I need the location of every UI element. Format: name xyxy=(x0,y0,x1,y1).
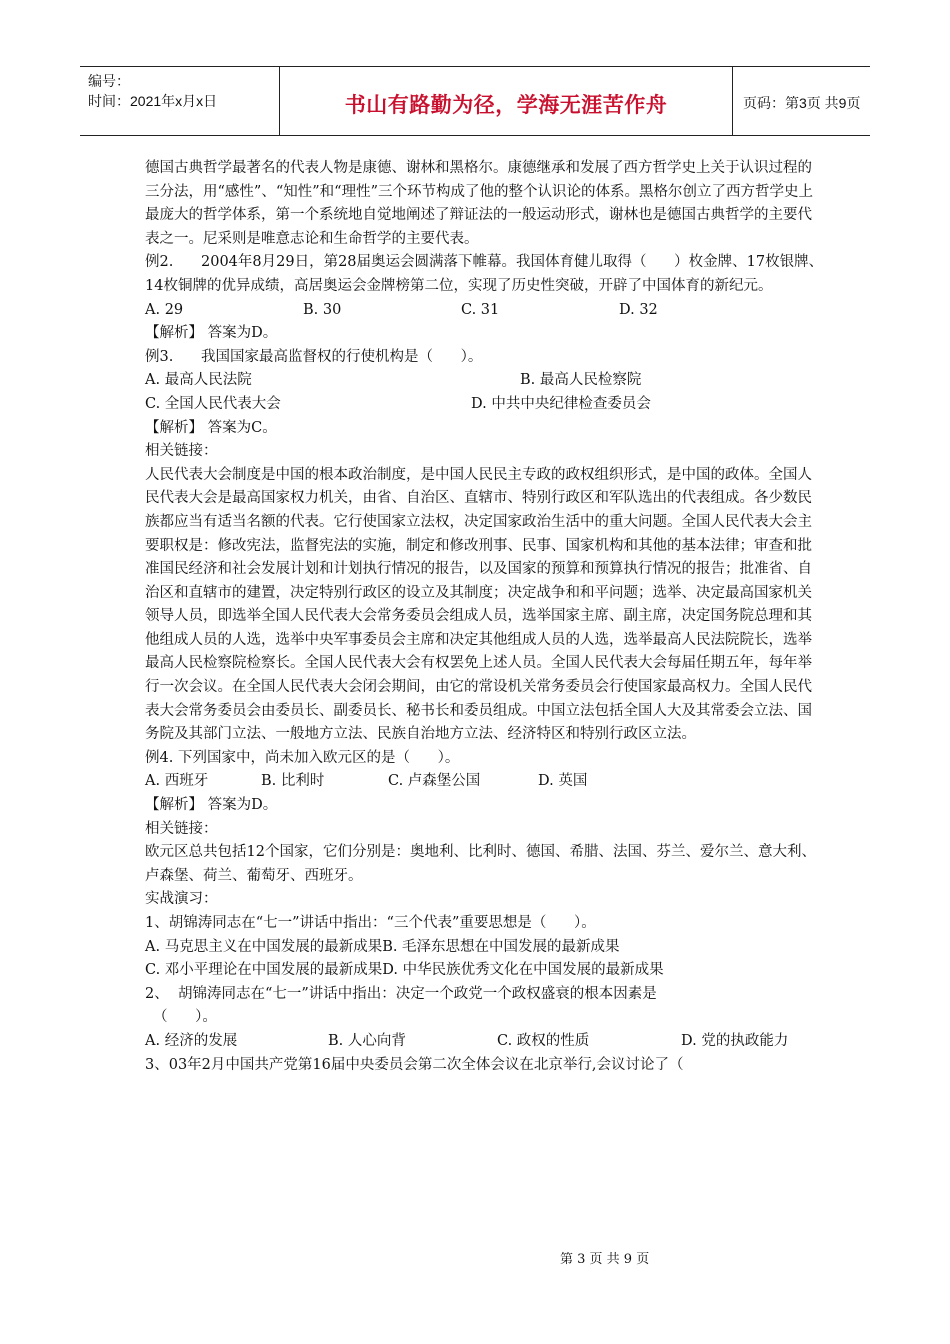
header-page-cell xyxy=(733,67,870,135)
example-2-question: 例2. 2004年8月29日，第28届奥运会圆满落下帷幕。我国体育健儿取得（ ）枚金牌、17枚银牌、14枚铜牌的优异成绩，高居奥运会金牌榜第二位，实现了历史性突破，开辟了中国体育的新纪元。 xyxy=(145,254,824,294)
practice-q2: 2、 胡锦涛同志在“七一”讲话中指出：决定一个政党一个政权盛衰的根本因素是 xyxy=(145,985,657,1002)
example-3-link-text: 人民代表大会制度是中国的根本政治制度，是中国人民民主专政的政权组织形式，是中国的政体。全国人民代表大会是最高国家权力机关，由省、自治区、直辖市、特别行政区和军队选出的代表组成。各少数民族都应当有适当名额的代表。它行使国家立法权，决定国家政治生活中的重大问题。全国人民代表大会主要职权是：修改宪法，监督宪法的实施，制定和修改刑事、民事、国家机构和其他的基本法律；审查和批准国民经济和社会发展计划和计划执行情况的报告，以及国家的预算和预算执行情况的报告；批准省、自治区和直辖市的建置，决定特别行政区的设立及其制度；决定战争和和平问题；选举、决定最高国家机关领导人员，即选举全国人民代表大会常务委员会组成人员，选举国家主席、副主席，决定国务院总理和其他组成人员的人选，选举中央军事委员会主席和决定其他组成人员的人选，选举最高人民法院院长，选举最高人民检察院检察长。全国人民代表大会有权罢免上述人员。全国人民代表大会每届任期五年，每年举行一次会议。在全国人民代表大会闭会期间，由它的常设机关常务委员会行使国家最高权力。全国人民代表大会常务委员会由委员长、副委员长、秘书长和委员组成。中国立法包括全国人大及其常委会立法、国务院及其部门立法、一般地方立法、民族自治地方立法、经济特区和特别行政区立法。 xyxy=(145,466,812,743)
practice-q2-option-b: B. 人心向背 xyxy=(328,1032,406,1049)
example-4-link-label: 相关链接： xyxy=(145,820,218,837)
practice-q2-option-a: A. 经济的发展 xyxy=(145,1032,238,1049)
example-4-link-text: 欧元区总共包括12个国家，它们分别是：奥地利、比利时、德国、希腊、法国、芬兰、爱尔兰、意大利、卢森堡、荷兰、葡萄牙、西班牙。 xyxy=(145,844,816,884)
example-2-option-b: B. 30 xyxy=(303,301,342,318)
example-4-option-b: B. 比利时 xyxy=(261,773,325,790)
example-4-option-d: D. 英国 xyxy=(538,773,588,790)
example-4-option-c: C. 卢森堡公国 xyxy=(388,773,481,790)
example-3-options-ab xyxy=(145,369,825,393)
practice-title: 实战演习： xyxy=(145,891,218,908)
example-3-link-label: 相关链接： xyxy=(145,443,218,460)
page-header xyxy=(80,66,870,136)
document-body xyxy=(145,157,825,1077)
example-3-option-a: A. 最高人民法院 xyxy=(145,372,252,389)
practice-q1-options-cd: C. 邓小平理论在中国发展的最新成果D. 中华民族优秀文化在中国发展的最新成果 xyxy=(145,962,664,979)
example-3-option-c: C. 全国人民代表大会 xyxy=(145,395,281,412)
header-motto: 书山有路勤为径，学海无涯苦作舟 xyxy=(344,93,668,117)
example-2-options xyxy=(145,299,825,323)
header-motto-cell xyxy=(280,67,733,135)
practice-q1: 1、胡锦涛同志在“七一”讲话中指出：“三个代表”重要思想是（ ）。 xyxy=(145,915,596,931)
practice-q2-options xyxy=(145,1030,825,1054)
practice-q2-continued: （ ）。 xyxy=(153,1009,217,1026)
example-4-question: 例4. 下列国家中，尚未加入欧元区的是（ ）。 xyxy=(145,749,460,766)
doc-number-label: 编号： xyxy=(88,73,130,89)
example-3-analysis: 【解析】 答案为C。 xyxy=(145,419,277,436)
footer-page-number: 第 3 页 共 9 页 xyxy=(560,1252,650,1267)
practice-q2-option-d: D. 党的执政能力 xyxy=(681,1032,789,1049)
practice-q2-option-c: C. 政权的性质 xyxy=(497,1032,590,1049)
example-3-option-d: D. 中共中央纪律检查委员会 xyxy=(471,395,651,412)
intro-paragraph: 德国古典哲学最著名的代表人物是康德、谢林和黑格尔。康德继承和发展了西方哲学史上关于认识过程的三分法，用“感性”、“知性”和“理性”三个环节构成了他的整个认识论的体系。黑格尔创立了西方哲学史上最庞大的哲学体系，第一个系统地自觉地阐述了辩证法的一般运动形式，谢林也是德国古典哲学的主要代表之一。尼采则是唯意志论和生命哲学的主要代表。 xyxy=(145,160,813,247)
doc-date-label: 时间：2021年x月x日 xyxy=(88,93,218,109)
example-3-option-b: B. 最高人民检察院 xyxy=(520,372,642,389)
example-2-option-a: A. 29 xyxy=(145,301,184,318)
example-4-options xyxy=(145,770,825,794)
header-page-number: 页码：第3页 共9页 xyxy=(743,95,861,111)
header-meta-cell xyxy=(80,67,280,135)
example-4-option-a: A. 西班牙 xyxy=(145,773,209,790)
example-3-question: 例3. 我国国家最高监督权的行使机构是（ ）。 xyxy=(145,348,483,365)
practice-q3: 3、03年2月中国共产党第16届中央委员会第二次全体会议在北京举行,会议讨论了（ xyxy=(145,1056,684,1073)
example-2-option-d: D. 32 xyxy=(619,301,658,318)
example-2-analysis: 【解析】 答案为D。 xyxy=(145,325,278,342)
example-3-options-cd xyxy=(145,393,825,417)
example-2-option-c: C. 31 xyxy=(461,301,500,318)
practice-q1-options-ab: A. 马克思主义在中国发展的最新成果B. 毛泽东思想在中国发展的最新成果 xyxy=(145,938,620,955)
example-4-analysis: 【解析】 答案为D。 xyxy=(145,797,278,814)
